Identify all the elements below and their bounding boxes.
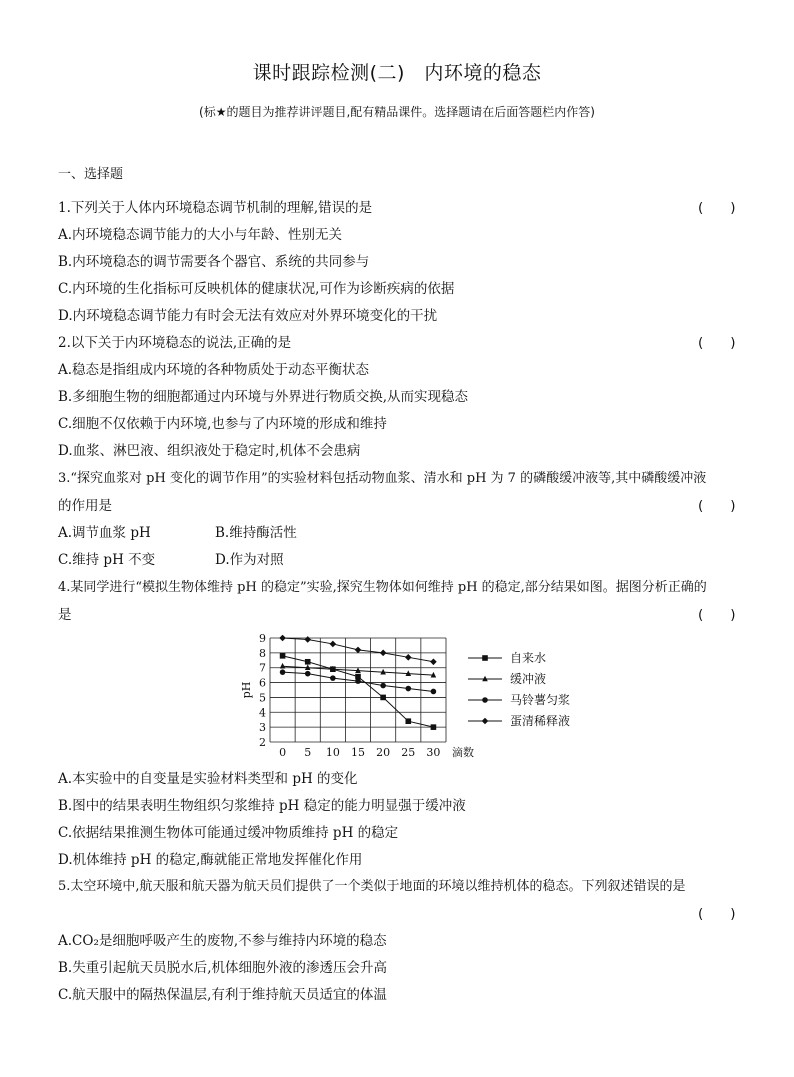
data-point: [305, 671, 311, 677]
data-point: [380, 650, 387, 657]
data-point: [405, 686, 411, 692]
q5-option-c: C.航天服中的隔热保温层,有利于维持航天员适宜的体温: [58, 987, 387, 1003]
q2-answer-paren[interactable]: ( ): [698, 335, 736, 351]
q5-stem: 5.太空环境中,航天服和航天器为航天员们提供了一个类似于地面的环境以维持机体的稳态。下列叙述错误的是: [58, 879, 686, 894]
legend-label: 蛋清稀释液: [510, 714, 571, 728]
q3-option-d: D.作为对照: [215, 552, 284, 568]
q1-option-a: A.内环境稳态调节能力的大小与年龄、性别无关: [58, 227, 343, 243]
legend-label: 缓冲液: [510, 672, 547, 686]
y-tick-label: 4: [259, 706, 266, 720]
q2-option-d: D.血浆、淋巴液、组织液处于稳定时,机体不会患病: [58, 443, 361, 459]
q1-answer-paren[interactable]: ( ): [698, 200, 736, 216]
y-tick-label: 5: [259, 691, 266, 705]
legend-label: 自来水: [510, 651, 547, 665]
q4-stem-line2: 是: [58, 607, 72, 623]
data-point: [431, 689, 437, 695]
data-point: [405, 654, 412, 661]
y-tick-label: 6: [259, 676, 266, 690]
legend-marker: [482, 697, 488, 703]
x-tick-label: 10: [325, 746, 340, 759]
q4-stem-line1: 4.某同学进行“模拟生物体维持 pH 的稳定”实验,探究生物体如何维持 pH 的稳定,部分结果如图。据图分析正确的: [58, 580, 707, 595]
q3-answer-paren[interactable]: ( ): [698, 498, 736, 514]
x-tick-label: 0: [279, 746, 287, 759]
y-tick-label: 8: [259, 646, 266, 660]
data-point: [305, 659, 311, 665]
ph-line-chart: [240, 628, 580, 763]
page-title: 课时跟踪检测(二) 内环境的稳态: [252, 62, 542, 84]
section-heading: 一、选择题: [58, 167, 124, 182]
y-tick-label: 7: [259, 661, 266, 675]
x-tick-label: 30: [426, 746, 441, 759]
q4-answer-paren[interactable]: ( ): [698, 607, 736, 623]
x-tick-label: 20: [376, 746, 391, 759]
data-point: [330, 675, 336, 681]
q4-option-a: A.本实验中的自变量是实验材料类型和 pH 的变化: [58, 771, 358, 787]
data-point: [280, 653, 286, 659]
q1-option-c: C.内环境的生化指标可反映机体的健康状况,可作为诊断疾病的依据: [58, 281, 455, 297]
q1-option-b: B.内环境稳态的调节需要各个器官、系统的共同参与: [58, 254, 370, 270]
data-point: [380, 695, 386, 701]
q1-option-d: D.内环境稳态调节能力有时会无法有效应对外界环境变化的干扰: [58, 308, 438, 324]
q5-answer-paren[interactable]: ( ): [698, 906, 736, 922]
x-tick-label: 15: [351, 746, 365, 759]
data-point: [280, 663, 286, 669]
q4-option-c: C.依据结果推测生物体可能通过缓冲物质维持 pH 的稳定: [58, 825, 399, 841]
x-tick-label: 5: [304, 746, 312, 759]
legend-marker: [482, 655, 488, 661]
x-tick-label: 25: [401, 746, 416, 759]
series-line: [283, 656, 434, 727]
page-subtitle: (标★的题目为推荐讲评题目,配有精品课件。选择题请在后面答题栏内作答): [199, 105, 595, 119]
data-point: [280, 669, 286, 675]
q3-stem-line2: 的作用是: [58, 498, 112, 514]
data-point: [330, 641, 337, 648]
x-axis-label: 滴数: [452, 746, 474, 759]
data-point: [355, 678, 361, 684]
legend-marker: [482, 718, 489, 725]
data-point: [380, 683, 386, 689]
q1-stem: 1.下列关于人体内环境稳态调节机制的理解,错误的是: [58, 200, 373, 216]
q3-option-b: B.维持酶活性: [215, 525, 297, 541]
q4-option-d: D.机体维持 pH 的稳定,酶就能正常地发挥催化作用: [58, 852, 363, 868]
y-tick-label: 2: [259, 736, 266, 749]
q2-option-c: C.细胞不仅依赖于内环境,也参与了内环境的形成和维持: [58, 416, 387, 432]
legend-label: 马铃薯匀浆: [510, 693, 571, 707]
q2-option-b: B.多细胞生物的细胞都通过内环境与外界进行物质交换,从而实现稳态: [58, 389, 469, 405]
data-point: [304, 636, 311, 643]
q2-stem: 2.以下关于内环境稳态的说法,正确的是: [58, 335, 292, 351]
q2-option-a: A.稳态是指组成内环境的各种物质处于动态平衡状态: [58, 362, 370, 378]
data-point: [355, 647, 362, 654]
q3-option-c: C.维持 pH 不变: [58, 552, 156, 568]
q3-stem-line1: 3.“探究血浆对 pH 变化的调节作用”的实验材料包括动物血浆、清水和 pH 为 7 的磷酸缓冲液等,其中磷酸缓冲液: [58, 471, 707, 486]
q3-option-a: A.调节血浆 pH: [58, 525, 151, 541]
y-axis-label: pH: [240, 681, 253, 699]
data-point: [431, 724, 437, 730]
data-point: [430, 658, 437, 665]
y-tick-label: 9: [259, 632, 266, 645]
y-tick-label: 3: [259, 721, 266, 735]
data-point: [405, 718, 411, 724]
q5-option-b: B.失重引起航天员脱水后,机体细胞外液的渗透压会升高: [58, 960, 388, 976]
q4-option-b: B.图中的结果表明生物组织匀浆维持 pH 稳定的能力明显强于缓冲液: [58, 798, 466, 814]
q5-option-a: A.CO₂是细胞呼吸产生的废物,不参与维持内环境的稳态: [58, 933, 387, 949]
data-point: [279, 635, 286, 642]
